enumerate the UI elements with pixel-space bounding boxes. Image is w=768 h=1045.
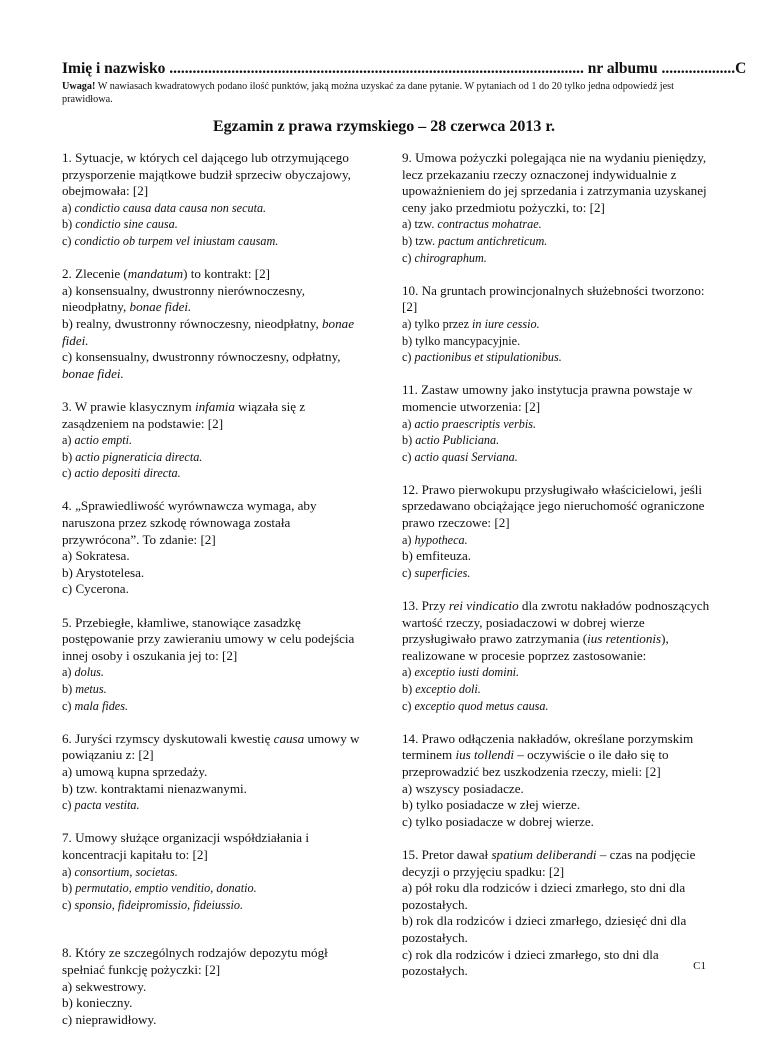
question-text: 15. Pretor dawał spatium deliberandi – czas na podjęcie decyzji o przyjęciu spadku: [2]: [402, 846, 696, 879]
question-text: 13. Przy rei vindicatio dla zwrotu nakładów podnoszących wartość rzeczy, posiadaczowi w dobrej wierze przysługiwało prawo zatrzymania (ius retentionis), realizowane w procesie poprzez zastosowanie:: [402, 598, 710, 663]
option-a: a) konsensualny, dwustronny nierównoczesny, nieodpłatny, bonae fidei.: [62, 282, 306, 315]
question-14: [402, 731, 714, 831]
option-a: a) hypotheca.: [402, 532, 468, 547]
option-a: a) pół roku dla rodziców i dzieci zmarłego, sto dni dla pozostałych.: [402, 880, 686, 912]
option-b: b) Arystotelesa.: [62, 564, 145, 580]
question-text: 3. W prawie klasycznym infamia wiązała się z zasądzeniem na podstawie: [2]: [62, 398, 306, 431]
option-c: c) mala fides.: [62, 698, 129, 713]
option-b: b) rok dla rodziców i dzieci zmarłego, dziesięć dni dla pozostałych.: [402, 913, 687, 945]
question-5: [62, 615, 368, 715]
right-column: [402, 150, 714, 996]
question-13: [402, 598, 714, 714]
note-label: Uwaga!: [62, 81, 96, 92]
question-text: 8. Który ze szczególnych rodzajów depozytu mógł spełniać funkcję pożyczki: [2]: [62, 945, 328, 977]
option-c: c) pacta vestita.: [62, 798, 140, 813]
note-text: W nawiasach kwadratowych podano ilość punktów, jaką można uzyskać za dane pytanie. W pytaniach od 1 do 20 tylko jedna odpowiedź jest prawidłowa.: [62, 81, 674, 105]
question-3: [62, 399, 368, 482]
option-c: c) nieprawidłowy.: [62, 1011, 157, 1027]
option-a: a) wszyscy posiadacze.: [402, 780, 524, 796]
question-9: [402, 150, 714, 266]
question-text: 10. Na gruntach prowincjonalnych służebności tworzono: [2]: [402, 282, 705, 315]
album-field: ...................: [661, 60, 736, 77]
page-number: C1: [693, 960, 706, 972]
option-c: c) Cycerona.: [62, 581, 129, 597]
option-c: c) tylko posiadacze w dobrej wierze.: [402, 813, 594, 829]
question-text: 2. Zlecenie (mandatum) to kontrakt: [2]: [62, 266, 270, 282]
question-6: [62, 731, 368, 814]
option-b: b) emfiteuza.: [402, 548, 472, 564]
option-c: c) actio depositi directa.: [62, 466, 181, 481]
exam-title: Egzamin z prawa rzymskiego – 28 czerwca 2013 r.: [213, 118, 555, 135]
question-text: 14. Prawo odłączenia nakładów, określane porzymskim terminem ius tollendi – oczywiście o ile dało się to przeprowadzić bez uszkodzenia rzeczy, mieli: [2]: [402, 730, 694, 779]
question-12: [402, 482, 714, 582]
question-text: 7. Umowy służące organizacji współdziałania i koncentracji kapitału to: [2]: [62, 830, 310, 862]
option-b: b) realny, dwustronny równoczesny, nieodpłatny, bonae fidei.: [62, 315, 354, 348]
exam-note: [62, 80, 710, 106]
question-11: [402, 382, 714, 465]
option-b: b) permutatio, emptio venditio, donatio.: [62, 881, 257, 896]
option-b: b) tzw. kontraktami nienazwanymi.: [62, 780, 247, 796]
option-b: b) exceptio doli.: [402, 682, 481, 696]
option-a: a) tylko przez in iure cessio.: [402, 316, 540, 331]
option-c: c) superficies.: [402, 565, 471, 580]
option-a: a) tzw. contractus mohatrae.: [402, 217, 542, 232]
option-c: c) pactionibus et stipulationibus.: [402, 350, 562, 365]
option-c: c) condictio ob turpem vel iniustam causam.: [62, 233, 279, 248]
option-c: c) rok dla rodziców i dzieci zmarłego, sto dni dla pozostałych.: [402, 946, 659, 979]
question-text: 1. Sytuacje, w których cel dającego lub otrzymującego przysporzenie majątkowe budził sprzeciw obyczajowy, obejmowała: [2]: [62, 150, 351, 199]
option-b: b) tzw. pactum antichreticum.: [402, 233, 548, 248]
option-c: c) actio quasi Serviana.: [402, 449, 518, 464]
question-8: [62, 945, 368, 1028]
option-c: c) konsensualny, dwustronny równoczesny, odpłatny, bonae fidei.: [62, 349, 341, 381]
option-a: a) consortium, societas.: [62, 864, 178, 879]
question-7: [62, 830, 368, 913]
option-a: a) actio praescriptis verbis.: [402, 416, 537, 431]
question-text: 11. Zastaw umowny jako instytucja prawna powstaje w momencie utworzenia: [2]: [402, 382, 693, 414]
option-b: b) actio Publiciana.: [402, 433, 500, 448]
question-text: 9. Umowa pożyczki polegająca nie na wydaniu pieniędzy, lecz przekazaniu rzeczy oznaczonej indywidualnie z upoważnieniem do jej sprzedania i zatrzymania uzyskanej ceny jako przedmiotu pożyczki, to: [2]: [402, 150, 707, 215]
option-a: a) Sokratesa.: [62, 548, 130, 564]
option-b: b) konieczny.: [62, 995, 133, 1011]
option-b: b) tylko posiadacze w złej wierze.: [402, 797, 581, 813]
question-2: [62, 266, 368, 382]
option-c: c) chirographum.: [402, 250, 487, 265]
option-b: b) actio pigneraticia directa.: [62, 449, 203, 464]
question-text: 12. Prawo pierwokupu przysługiwało właścicielowi, jeśli sprzedawano obciążające jego nieruchomość ograniczone prawo rzeczowe: [2]: [402, 481, 705, 531]
option-a: a) dolus.: [62, 665, 104, 680]
option-a: a) sekwestrowy.: [62, 978, 147, 994]
option-a: a) exceptio iusti domini.: [402, 665, 520, 680]
option-b: b) condictio sine causa.: [62, 217, 178, 232]
question-text: 6. Juryści rzymscy dyskutowali kwestię causa umowy w powiązaniu z: [2]: [62, 730, 360, 763]
question-text: 4. „Sprawiedliwość wyrównawcza wymaga, aby naruszona przez szkodę równowaga została przywrócona”. To zdanie: [2]: [62, 498, 317, 547]
option-c: c) sponsio, fideipromissio, fideiussio.: [62, 897, 244, 912]
variant-letter: C: [735, 60, 747, 77]
name-label: Imię i nazwisko: [62, 60, 166, 77]
option-b: b) metus.: [62, 682, 107, 696]
question-10: [402, 283, 714, 366]
option-a: a) umową kupna sprzedaży.: [62, 763, 208, 779]
question-15: [402, 847, 714, 980]
option-a: a) actio empti.: [62, 433, 133, 448]
question-1: [62, 150, 368, 250]
left-column: [62, 150, 368, 1045]
question-4: [62, 498, 368, 598]
student-header: [62, 60, 747, 78]
option-c: c) exceptio quod metus causa.: [402, 698, 549, 713]
option-a: a) condictio causa data causa non secuta.: [62, 200, 267, 215]
question-text: 5. Przebiegłe, kłamliwe, stanowiące zasadzkę postępowanie przy zawieraniu umowy w celu podejścia innej osoby i oszukania jej to: [2]: [62, 614, 355, 663]
album-label: nr albumu: [587, 60, 658, 77]
name-field: ...........................................................................................................: [169, 60, 584, 77]
option-b: b) tylko mancypacyjnie.: [402, 333, 521, 348]
